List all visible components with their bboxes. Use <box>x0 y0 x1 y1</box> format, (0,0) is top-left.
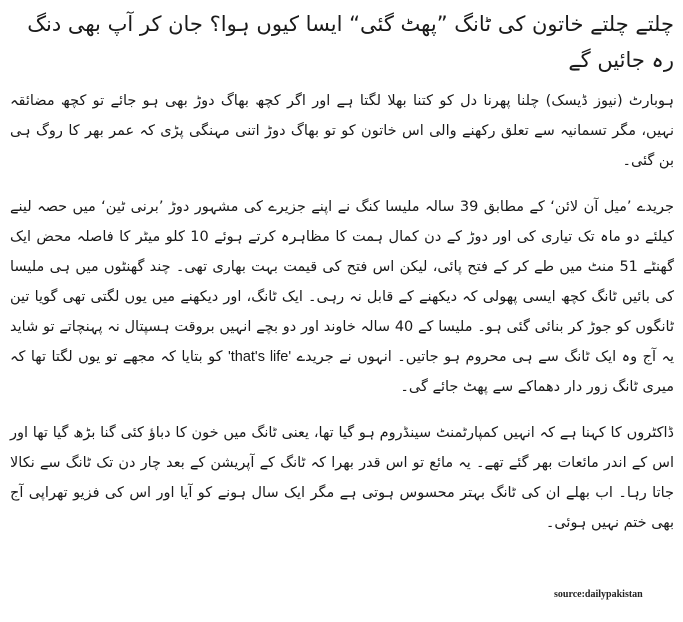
paragraph-2-text: جریدے ’میل آن لائن‘ کے مطابق 39 سالہ ملیسا کنگ نے اپنے جزیرے کی مشہور دوڑ ’برنی ٹین‘ میں حصہ لینے کیلئے دو ماہ تک تیاری کی اور دوڑ کے دن کمال ہمت کا مظاہرہ کرتے ہوئے 10 کلو میٹر کا فاصلہ محض ایک گھنٹے 51 منٹ میں طے کر کے فتح پائی، لیکن اس فتح کی قیمت بہت بھاری تھی۔ چند گھنٹوں میں ہی ملیسا کی بائیں ٹانگ کچھ ایسی پھولی کہ دیکھنے کے قابل نہ رہی۔ ایک ٹانگ، اور دیکھنے میں یوں لگتی تھی گویا تین ٹانگوں کو جوڑ کر بنائی گئی ہو۔ ملیسا کے 40 سالہ خاوند اور دو بچے انہیں بروقت ہسپتال نہ پہنچاتے تو شاید یہ آج وہ ایک ٹانگ سے ہی محروم ہو جاتیں۔ انہوں نے جریدے <box>10 199 675 365</box>
article-body <box>10 0 674 554</box>
article-paragraph-1: ہوبارٹ (نیوز ڈیسک) چلنا پھرنا دل کو کتنا بھلا لگتا ہے اور اگر کچھ بھاگ دوڑ بھی ہو جائے تو کچھ مضائقہ نہیں، مگر تسمانیہ سے تعلق رکھنے والی اس خاتون کو تو بھاگ دوڑ اتنی مہنگی پڑی کہ عمر بھر کا روگ ہی بن گئی۔ <box>10 93 674 169</box>
article-paragraph-2 <box>10 192 674 402</box>
quote-phrase: 'that's life' <box>227 349 292 365</box>
source-credit: source:dailypakistan <box>554 589 643 600</box>
article-paragraph-3: ڈاکٹروں کا کہنا ہے کہ انہیں کمپارٹمنٹ سینڈروم ہو گیا تھا، یعنی ٹانگ میں خون کا دباؤ کئی گنا بڑھ گیا تھا اور اس کے اندر مائعات بھر گئے تھے۔ یہ مائع تو اس قدر بھرا کہ ٹانگ کے آپریشن کے بعد چار دن تک ٹانگ سے نکالا جاتا رہا۔ اب بھلے ان کی ٹانگ بہتر محسوس ہوتی ہے مگر ایک سال ہونے کو آیا اور اس کی فزیو تھراپی آج بھی ختم نہیں ہوئی۔ <box>10 425 674 531</box>
article-headline: چلتے چلتے خاتون کی ٹانگ ”پھٹ گئی“ ایسا کیوں ہوا؟ جان کر آپ بھی دنگ رہ جائیں گے <box>27 12 674 72</box>
paragraph-2-tail: کو بتایا کہ مجھے تو یوں لگتا تھا کہ میری ٹانگ زور دار دھماکے سے پھٹ جائے گی۔ <box>10 349 674 395</box>
